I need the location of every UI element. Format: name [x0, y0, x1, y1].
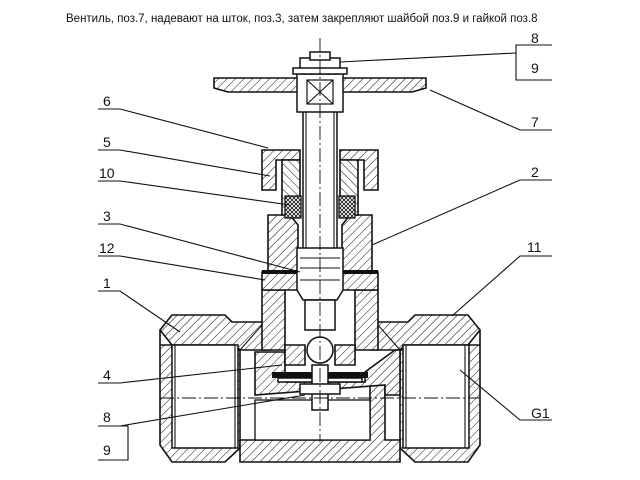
callout-8-top: 8	[531, 30, 539, 46]
callout-9-top: 9	[531, 60, 539, 76]
callout-8-bottom: 8	[103, 409, 111, 425]
callout-5: 5	[103, 134, 111, 150]
callout-6: 6	[103, 93, 111, 109]
callout-9-bottom: 9	[103, 442, 111, 458]
callout-g1: G1	[531, 405, 550, 421]
callout-3: 3	[103, 208, 111, 224]
callout-2: 2	[531, 164, 539, 180]
callout-12: 12	[99, 240, 115, 256]
callout-10: 10	[99, 165, 115, 181]
callout-7: 7	[531, 114, 539, 130]
packing-left	[285, 196, 301, 218]
figure-caption: Вентиль, поз.7, надевают на шток, поз.3, затем закрепляют шайбой поз.9 и гайкой поз.8	[66, 13, 538, 25]
packing-right	[339, 196, 355, 218]
callout-4: 4	[103, 367, 111, 383]
callout-1: 1	[103, 275, 111, 291]
callout-11: 11	[527, 239, 542, 255]
